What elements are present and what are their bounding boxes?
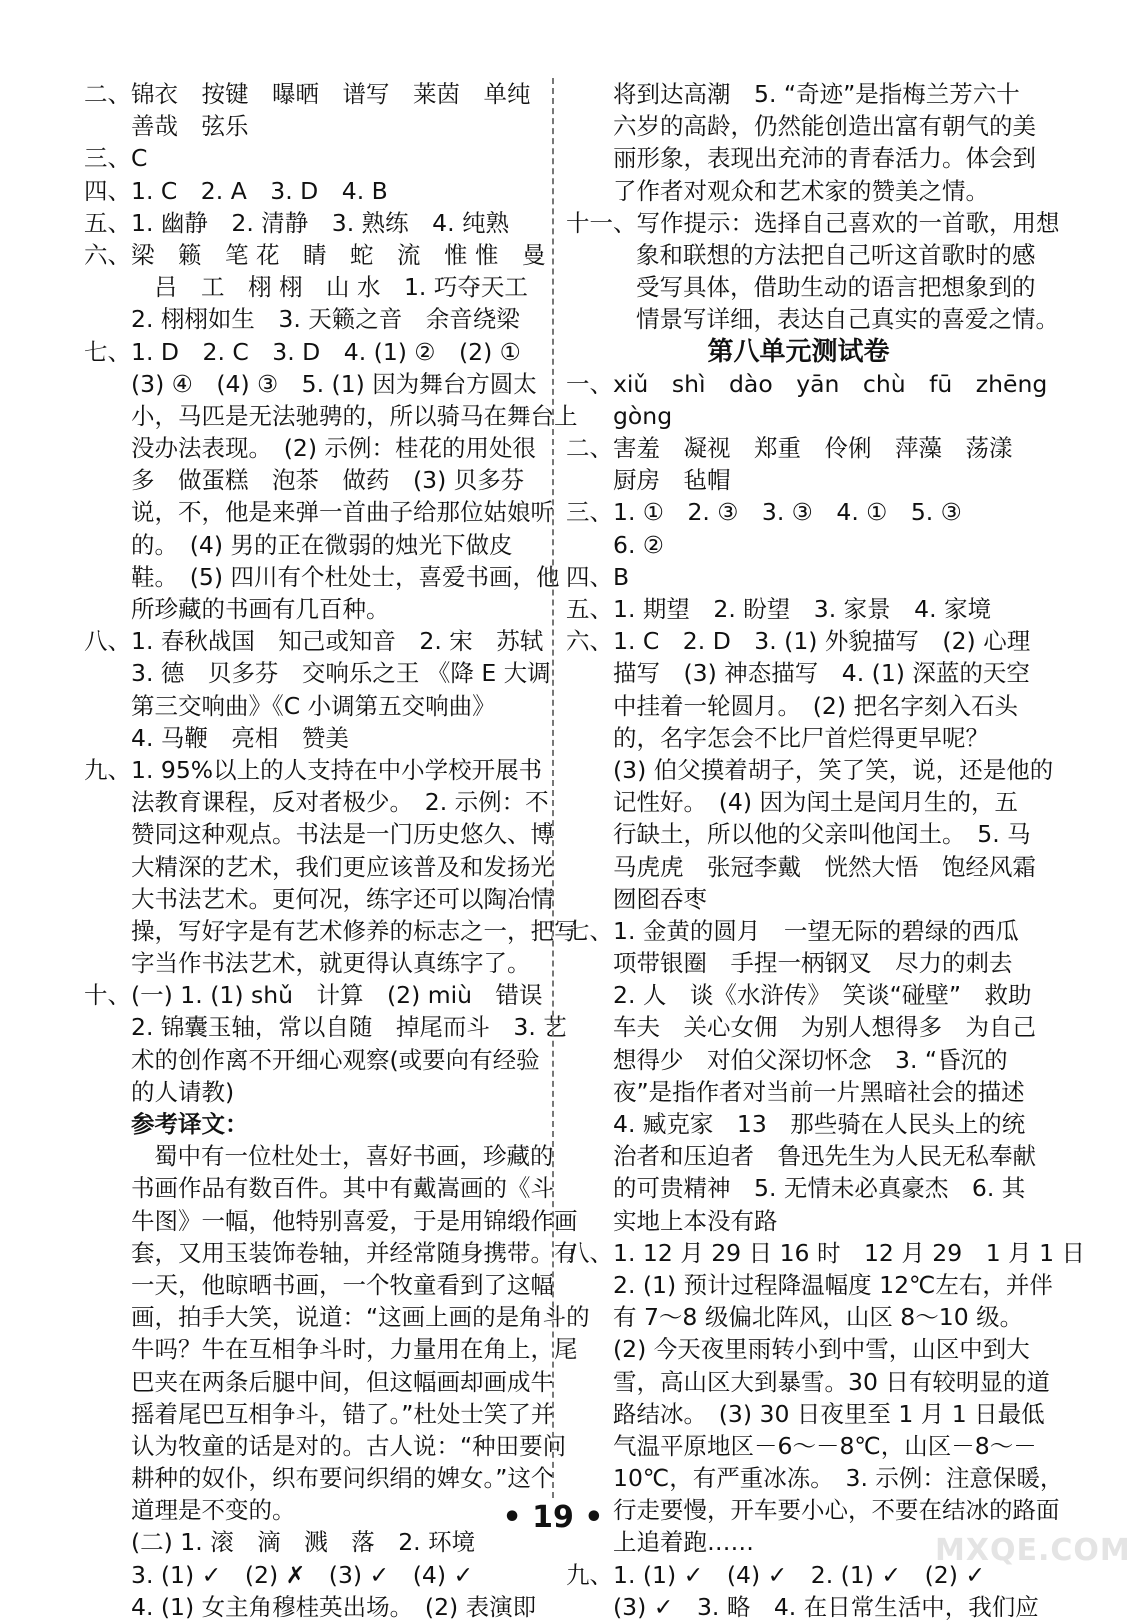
answer-line: 10℃，有严重冰冻。 3. 示例：注意保暖， — [613, 1464, 1064, 1493]
answer-line: 套，又用玉装饰卷轴，并经常随身携带。有 — [131, 1238, 578, 1267]
answer-line: 六、1. C 2. D 3. (1) 外貌描写 (2) 心理 — [566, 627, 1031, 656]
answer-line: 一、xiǔ shì dào yān chù fū zhēng — [566, 369, 1048, 398]
column-divider — [552, 78, 554, 1498]
answer-line: 6. ② — [613, 530, 664, 559]
answer-line: 将到达高潮 5. “奇迹”是指梅兰芳六十 — [613, 80, 1020, 108]
answer-line: 十、(一) 1. (1) shǔ 计算 (2) miù 错误 — [84, 981, 543, 1010]
answer-line: 治者和压迫者 鲁迅先生为人民无私奉献 — [613, 1142, 1036, 1171]
answer-line: 所珍藏的书画有几百种。 — [131, 595, 390, 623]
answer-line: 描写 (3) 神态描写 4. (1) 深蓝的天空 — [613, 659, 1030, 688]
left-answer-column — [84, 78, 590, 1623]
answer-line: (2) 今天夜里雨转小到中雪，山区中到大 — [613, 1335, 1030, 1364]
answer-line: 夜”是指作者对当前一片黑暗社会的描述 — [613, 1077, 1025, 1106]
answer-line: 牛图》一幅，他特别喜爱，于是用锦缎作画 — [131, 1206, 578, 1235]
answer-line: 4. 臧克家 13 那些骑在人民头上的统 — [613, 1110, 1026, 1138]
answer-line: 的。 (4) 男的正在微弱的烛光下做皮 — [131, 530, 513, 559]
answer-line: 四、B — [566, 562, 630, 591]
answer-line: 2. 锦囊玉轴，常以自随 掉尾而斗 3. 艺 — [131, 1013, 567, 1042]
answer-line: (3) 伯父摸着胡子，笑了笑，说，还是他的 — [613, 755, 1054, 784]
answer-line: 气温平原地区－6～－8℃，山区－8～－ — [613, 1431, 1037, 1460]
answer-line: 赞同这种观点。书法是一门历史悠久、博 — [131, 820, 554, 849]
answer-line: 的，名字怎会不比尸首烂得更早呢？ — [613, 723, 989, 752]
answer-line: 九、1. 95%以上的人支持在中小学校开展书 — [84, 755, 543, 784]
answer-line: 参考译文： — [131, 1110, 249, 1138]
answer-line: 象和联想的方法把自己听这首歌时的感 — [636, 240, 1036, 269]
answer-line: 三、C — [84, 144, 148, 173]
answer-line: 有 7～8 级偏北阵风，山区 8～10 级。 — [613, 1303, 1024, 1332]
answer-line: 一天，他晾晒书画，一个牧童看到了这幅 — [131, 1270, 554, 1299]
answer-line: 了作者对观众和艺术家的赞美之情。 — [613, 176, 989, 205]
answer-line: 中挂着一轮圆月。 (2) 把名字刻入石头 — [613, 691, 1019, 720]
watermark: MXQE.COM — [935, 1533, 1131, 1568]
answer-line: 法教育课程，反对者极少。 2. 示例：不 — [131, 788, 549, 817]
answer-line: 4. (1) 女主角穆桂英出场。 (2) 表演即 — [131, 1592, 537, 1621]
answer-line: 八、1. 春秋战国 知己或知音 2. 宋 苏轼 — [84, 627, 544, 656]
answer-line: 牛吗？牛在互相争斗时，力量用在角上，尾 — [131, 1335, 578, 1364]
answer-line: 囫囵吞枣 — [613, 884, 707, 913]
answer-line: 的人请教) — [131, 1077, 235, 1106]
answer-line: 巴夹在两条后腿中间，但这幅画却画成牛 — [131, 1367, 554, 1396]
answer-line: 记性好。 (4) 因为闰土是闰月生的，五 — [613, 788, 1019, 817]
answer-line: 认为牧童的话是对的。古人说：“种田要问 — [131, 1431, 567, 1460]
answer-line: 受写具体，借助生动的语言把想象到的 — [636, 273, 1036, 302]
answer-line: 情景写详细，表达自己真实的喜爱之情。 — [636, 305, 1059, 334]
answer-line: 马虎虎 张冠李戴 恍然大悟 饱经风霜 — [613, 852, 1036, 881]
answer-line: 2. 人 谈《水浒传》 笑谈“碰壁” 救助 — [613, 981, 1032, 1010]
answer-line: 小，马匹是无法驰骋的，所以骑马在舞台上 — [131, 401, 578, 430]
answer-line: 4. 马鞭 亮相 赞美 — [131, 723, 349, 752]
answer-line: 四、1. C 2. A 3. D 4. B — [84, 176, 388, 205]
answer-line: 九、1. (1) ✓ (4) ✓ 2. (1) ✓ (2) ✓ — [566, 1560, 986, 1589]
answer-line: 蜀中有一位杜处士，喜好书画，珍藏的 — [154, 1142, 554, 1171]
answer-line: 六、梁 籁 笔 花 睛 蛇 流 惟 惟 曼 — [84, 240, 546, 269]
answer-line: 三、1. ① 2. ③ 3. ③ 4. ① 5. ③ — [566, 498, 962, 527]
answer-line: 十一、写作提示：选择自己喜欢的一首歌，用想 — [566, 208, 1060, 237]
page-number: • 19 • — [502, 1500, 604, 1535]
answer-line: 3. (1) ✓ (2) ✗ (3) ✓ (4) ✓ — [131, 1560, 474, 1589]
answer-line: 2. 栩栩如生 3. 天籁之音 余音绕梁 — [131, 305, 520, 334]
answer-line: 五、1. 幽静 2. 清静 3. 熟练 4. 纯熟 — [84, 208, 510, 237]
answer-line: 大精深的艺术，我们更应该普及和发扬光 — [131, 852, 554, 881]
answer-line: 雪，高山区大到暴雪。30 日有较明显的道 — [613, 1367, 1050, 1396]
answer-line: 多 做蛋糕 泡茶 做药 (3) 贝多芬 — [131, 466, 525, 495]
answer-line: 行缺土，所以他的父亲叫他闰土。 5. 马 — [613, 820, 1031, 849]
answer-line: 项带银圈 手捏一柄钢叉 尽力的刺去 — [613, 949, 1013, 978]
answer-line: 的可贵精神 5. 无情未必真豪杰 6. 其 — [613, 1174, 1026, 1203]
answer-line: 鞋。 (5) 四川有个杜处士，喜爱书画，他 — [131, 562, 560, 591]
answer-line: 丽形象，表现出充沛的青春活力。体会到 — [613, 144, 1036, 173]
answer-line: 路结冰。 (3) 30 日夜里至 1 月 1 日最低 — [613, 1399, 1045, 1428]
answer-line: 二、害羞 凝视 郑重 伶俐 萍藻 荡漾 — [566, 434, 1013, 463]
answer-line: 字当作书法艺术，就更得认真练字了。 — [131, 949, 531, 978]
answer-line: 六岁的高龄，仍然能创造出富有朝气的美 — [613, 112, 1036, 141]
answer-line: 操，写好字是有艺术修养的标志之一，把写 — [131, 916, 578, 945]
answer-line: 车夫 关心女佣 为别人想得多 为自己 — [613, 1013, 1036, 1042]
answer-line: 没办法表现。 (2) 示例：桂花的用处很 — [131, 434, 537, 463]
answer-line: 说，不，他是来弹一首曲子给那位姑娘听 — [131, 498, 554, 527]
section-title: 第八单元测试卷 — [707, 336, 890, 367]
answer-line: 耕种的奴仆，织布要问织绢的婢女。”这个 — [131, 1464, 555, 1493]
answer-line: 七、1. 金黄的圆月 一望无际的碧绿的西瓜 — [566, 916, 1019, 945]
answer-line: (3) ✓ 3. 略 4. 在日常生活中，我们应 — [613, 1592, 1039, 1621]
answer-line: 2. (1) 预计过程降温幅度 12℃左右，并伴 — [613, 1270, 1053, 1299]
answer-line: 道理是不变的。 — [131, 1496, 296, 1525]
answer-line: (二) 1. 滚 滴 溅 落 2. 环境 — [131, 1528, 476, 1557]
answer-line: 厨房 毡帽 — [613, 466, 731, 495]
answer-line: 术的创作离不开细心观察(或要向有经验 — [131, 1045, 540, 1074]
answer-line: 吕 工 栩 栩 山 水 1. 巧夺天工 — [154, 273, 528, 302]
answer-line: 行走要慢，开车要小心，不要在结冰的路面 — [613, 1496, 1060, 1525]
answer-line: 二、锦衣 按键 曝晒 谱写 莱茵 单纯 — [84, 80, 531, 108]
answer-line: 善哉 弦乐 — [131, 112, 249, 141]
answer-line: 上追着跑…… — [613, 1528, 754, 1557]
answer-line: (3) ④ (4) ③ 5. (1) 因为舞台方圆太 — [131, 369, 537, 398]
answer-line: 想得少 对伯父深切怀念 3. “昏沉的 — [613, 1045, 1008, 1074]
answer-line: 摇着尾巴互相争斗，错了。”杜处士笑了并 — [131, 1399, 555, 1428]
answer-line: 五、1. 期望 2. 盼望 3. 家景 4. 家境 — [566, 595, 992, 623]
answer-line: 七、1. D 2. C 3. D 4. (1) ② (2) ① — [84, 337, 521, 366]
answer-line: 第三交响曲》《C 小调第五交响曲》 — [131, 691, 496, 720]
answer-line: 画，拍手大笑，说道：“这画上画的是角斗的 — [131, 1303, 590, 1332]
answer-line: gòng — [613, 401, 673, 430]
answer-line: 3. 德 贝多芬 交响乐之王 《降 E 大调 — [131, 659, 551, 688]
answer-line: 八、1. 12 月 29 日 16 时 12 月 29 1 月 1 日 — [566, 1238, 1086, 1267]
answer-line: 实地上本没有路 — [613, 1206, 778, 1235]
answer-line: 书画作品有数百件。其中有戴嵩画的《斗 — [131, 1174, 554, 1203]
answer-line: 大书法艺术。更何况，练字还可以陶冶情 — [131, 884, 554, 913]
